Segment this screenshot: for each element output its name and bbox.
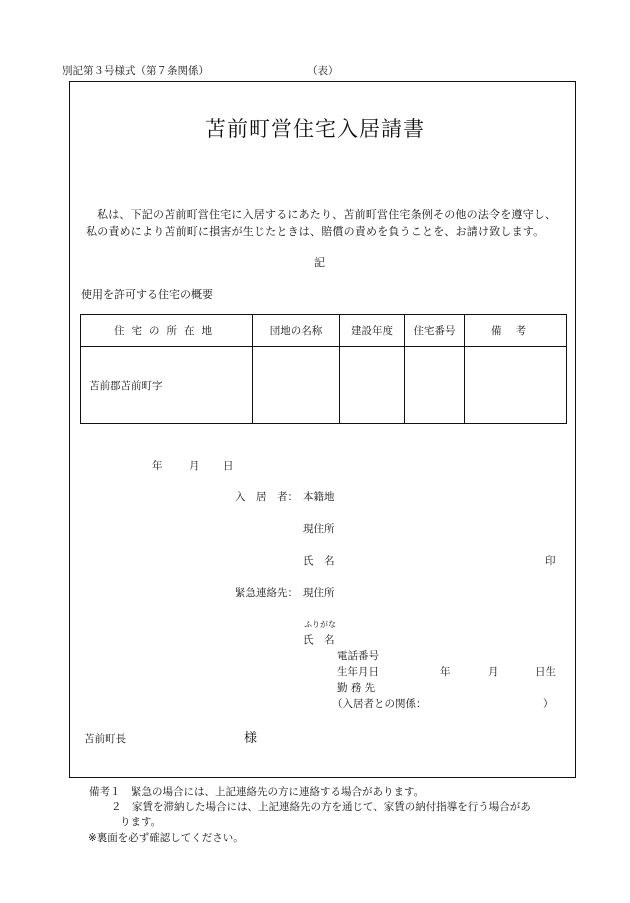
emergency-work: 勤 務 先 — [337, 682, 376, 694]
emergency-address: 現住所 — [303, 587, 335, 599]
form-frame — [69, 81, 576, 778]
cell-remarks[interactable] — [465, 347, 567, 424]
cell-build-year[interactable] — [340, 347, 405, 424]
applicant-label: 入 居 者： — [235, 491, 298, 503]
emergency-tel: 電話番号 — [337, 650, 379, 662]
applicant-address: 現住所 — [303, 523, 335, 535]
addressee-sama: 様 — [244, 731, 258, 746]
addressee-name: 苫前町長 — [84, 733, 126, 745]
seal-mark: 印 — [545, 555, 556, 567]
header-remarks: 備考 — [465, 315, 567, 347]
applicant-name: 氏 名 — [303, 555, 335, 567]
table-row — [81, 347, 567, 424]
page-title: 苫前町営住宅入居請書 — [205, 117, 425, 141]
emergency-relation: （入居者との関係： — [332, 698, 427, 710]
header-house-number: 住宅番号 — [405, 315, 465, 347]
cell-house-number[interactable] — [405, 347, 465, 424]
ki-label: 記 — [314, 256, 325, 269]
form-number: 別記第３号様式（第７条関係） — [62, 65, 209, 77]
header-complex-name: 団地の名称 — [253, 315, 340, 347]
note-1: 備考１ 緊急の場合には、上記連絡先の方に連絡する場合があります。 — [89, 786, 425, 798]
date-month: 月 — [189, 460, 200, 472]
emergency-birth-month: 月 — [488, 666, 499, 678]
header-build-year: 建設年度 — [340, 315, 405, 347]
cell-location[interactable]: 苫前郡苫前町字 — [81, 347, 253, 424]
emergency-birth: 生年月日 — [337, 666, 379, 678]
date-year: 年 — [152, 460, 163, 472]
pledge-line-1: 私は、下記の苫前町営住宅に入居するにあたり、苫前町営住宅条例その他の法令を遵守し、 — [97, 208, 557, 221]
emergency-birth-year: 年 — [440, 666, 451, 678]
note-2: ２ 家賃を滞納した場合には、上記連絡先の方を通じて、家賃の納付指導を行う場合があ — [111, 801, 531, 813]
date-day: 日 — [223, 460, 234, 472]
header-location: 住宅の所在地 — [81, 315, 253, 347]
housing-table — [80, 314, 567, 424]
emergency-name: 氏 名 — [303, 634, 335, 646]
note-3: ※裏面を必ず確認してください。 — [88, 832, 244, 844]
section-label: 使用を許可する住宅の概要 — [81, 288, 213, 301]
emergency-furigana: ふりがな — [304, 620, 336, 629]
table-header-row — [81, 315, 567, 347]
side-label: （表） — [307, 65, 339, 77]
emergency-birth-day: 日生 — [535, 666, 556, 678]
applicant-honseki: 本籍地 — [303, 491, 335, 503]
cell-complex-name[interactable] — [253, 347, 340, 424]
note-2-continued: ります。 — [120, 816, 162, 828]
emergency-relation-close: ） — [543, 698, 554, 710]
emergency-label: 緊急連絡先： — [235, 587, 298, 599]
pledge-line-2: 私の責めにより苫前町に損害が生じたときは、賠償の責めを負うことを、お請け致します。 — [86, 225, 545, 238]
